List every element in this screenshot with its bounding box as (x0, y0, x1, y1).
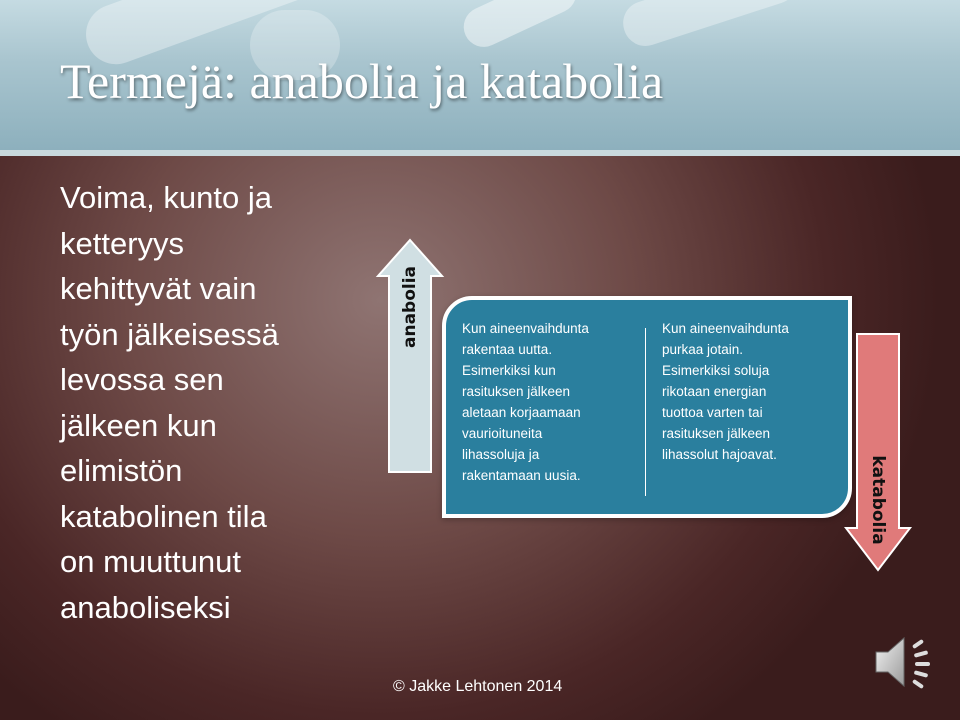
katabolia-label: katabolia (868, 455, 888, 545)
katabolia-description: Kun aineenvaihdunta purkaa jotain. Esimerkiksi soluja rikotaan energian tuottoa varten tai rasituksen jälkeen lihassolut hajoavat. (662, 321, 789, 462)
copyright-text: © Jakke Lehtonen 2014 (393, 678, 563, 695)
speaker-icon[interactable] (872, 632, 938, 692)
header-banner (0, 0, 960, 150)
panel-separator (645, 328, 646, 496)
info-panel (442, 296, 852, 518)
anabolia-label: anabolia (400, 265, 420, 348)
header-decoration (457, 0, 583, 53)
anabolia-description: Kun aineenvaihdunta rakentaa uutta. Esimerkiksi kun rasituksen jälkeen aletaan korjaamaan vaurioituneita lihassoluja ja rakentamaan uusia. (462, 321, 589, 483)
slide-title: Termejä: anabolia ja katabolia (60, 53, 664, 109)
header-decoration (617, 0, 802, 52)
header-divider (0, 150, 960, 156)
left-body-text: Voima, kunto ja ketteryys kehittyvät vain työn jälkeisessä levossa sen jälkeen kun elimistön katabolinen tila on muuttunut anaboliseksi (60, 180, 279, 625)
